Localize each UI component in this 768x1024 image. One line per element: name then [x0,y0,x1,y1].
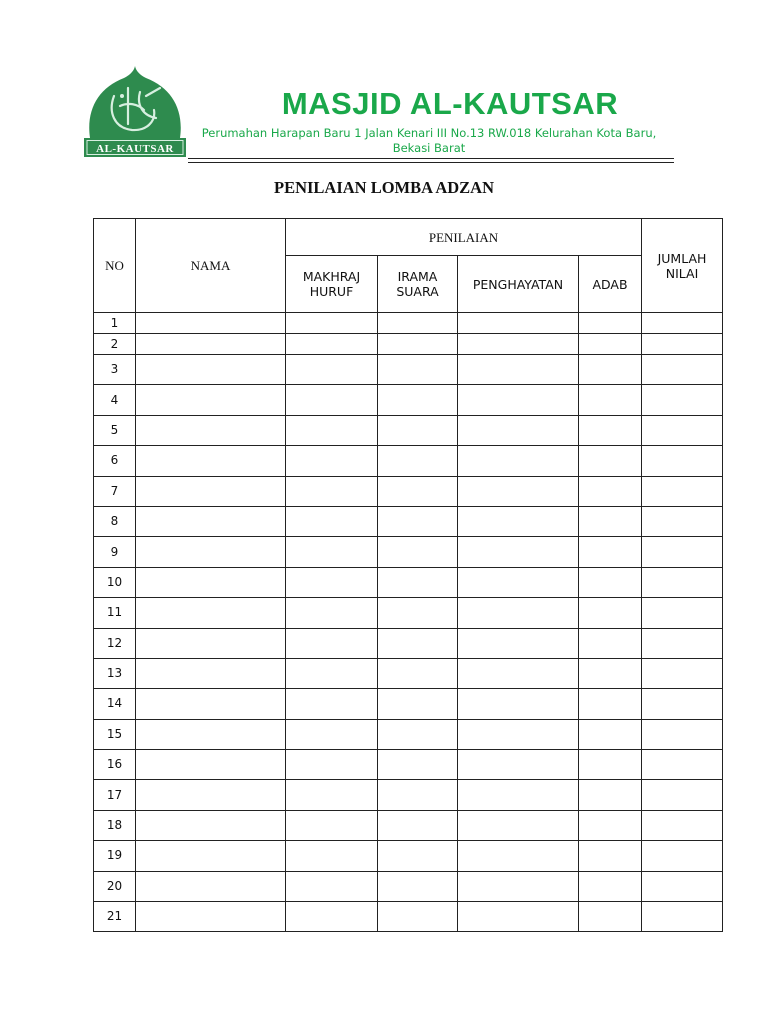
makhraj-cell[interactable] [286,871,378,901]
header-jumlah-line1: JUMLAH [657,250,707,266]
row-number: 8 [94,506,136,536]
table-row [94,415,723,445]
penghayatan-cell[interactable] [458,313,579,334]
adab-cell[interactable] [579,628,642,658]
name-cell[interactable] [136,719,286,749]
makhraj-cell[interactable] [286,506,378,536]
jumlah-cell[interactable] [642,506,723,536]
name-cell[interactable] [136,689,286,719]
irama-cell[interactable] [378,810,458,840]
penghayatan-cell[interactable] [458,719,579,749]
irama-cell[interactable] [378,385,458,415]
table-row [94,446,723,476]
jumlah-cell[interactable] [642,902,723,932]
adab-cell[interactable] [579,506,642,536]
header-nama: NAMA [136,219,286,313]
adab-cell[interactable] [579,719,642,749]
row-number: 10 [94,567,136,597]
header-makhraj-line1: MAKHRAJ [302,269,361,284]
table-row [94,598,723,628]
makhraj-cell[interactable] [286,598,378,628]
irama-cell[interactable] [378,719,458,749]
header-rule-bottom [188,162,674,163]
makhraj-cell[interactable] [286,750,378,780]
row-number: 18 [94,810,136,840]
header-jumlah-line2: NILAI [665,265,699,281]
row-number: 7 [94,476,136,506]
table-row [94,871,723,901]
table-row [94,689,723,719]
table-row [94,902,723,932]
header-no: NO [94,219,136,313]
org-name: MASJID AL-KAUTSAR [281,86,619,121]
name-cell[interactable] [136,313,286,334]
penghayatan-cell[interactable] [458,810,579,840]
row-number: 5 [94,415,136,445]
adab-cell[interactable] [579,750,642,780]
name-cell[interactable] [136,334,286,355]
penghayatan-cell[interactable] [458,780,579,810]
address-line-1: Perumahan Harapan Baru 1 Jalan Kenari III No.13 RW.018 Kelurahan Kota Baru, [201,126,657,140]
name-cell[interactable] [136,780,286,810]
irama-cell[interactable] [378,780,458,810]
table-row [94,567,723,597]
header-jumlah-nilai [642,219,723,313]
row-number: 4 [94,385,136,415]
row-number: 15 [94,719,136,749]
jumlah-cell[interactable] [642,355,723,385]
jumlah-cell[interactable] [642,446,723,476]
irama-cell[interactable] [378,537,458,567]
makhraj-cell[interactable] [286,902,378,932]
makhraj-cell[interactable] [286,810,378,840]
name-cell[interactable] [136,476,286,506]
jumlah-cell[interactable] [642,334,723,355]
table-row [94,355,723,385]
penghayatan-cell[interactable] [458,902,579,932]
irama-cell[interactable] [378,871,458,901]
row-number: 11 [94,598,136,628]
header-penghayatan: PENGHAYATAN [458,256,579,313]
row-number: 17 [94,780,136,810]
makhraj-cell[interactable] [286,658,378,688]
name-cell[interactable] [136,537,286,567]
adab-cell[interactable] [579,871,642,901]
table-row [94,628,723,658]
irama-cell[interactable] [378,628,458,658]
penghayatan-cell[interactable] [458,446,579,476]
name-cell[interactable] [136,385,286,415]
irama-cell[interactable] [378,334,458,355]
header-rule-top [188,158,674,159]
score-table [93,218,723,932]
jumlah-cell[interactable] [642,385,723,415]
penghayatan-cell[interactable] [458,871,579,901]
penghayatan-cell[interactable] [458,506,579,536]
makhraj-cell[interactable] [286,446,378,476]
makhraj-cell[interactable] [286,476,378,506]
row-number: 1 [94,313,136,334]
makhraj-cell[interactable] [286,537,378,567]
row-number: 20 [94,871,136,901]
table-row [94,506,723,536]
makhraj-cell[interactable] [286,567,378,597]
jumlah-cell[interactable] [642,598,723,628]
address-line-2: Bekasi Barat [392,141,466,155]
document-title: PENILAIAN LOMBA ADZAN [273,178,495,197]
makhraj-cell[interactable] [286,313,378,334]
makhraj-cell[interactable] [286,689,378,719]
adab-cell[interactable] [579,334,642,355]
jumlah-cell[interactable] [642,719,723,749]
table-row [94,537,723,567]
adab-cell[interactable] [579,598,642,628]
header-makhraj-huruf [286,256,378,313]
header-irama-suara [378,256,458,313]
table-row [94,334,723,355]
irama-cell[interactable] [378,658,458,688]
makhraj-cell[interactable] [286,628,378,658]
adab-cell[interactable] [579,313,642,334]
jumlah-cell[interactable] [642,476,723,506]
jumlah-cell[interactable] [642,780,723,810]
jumlah-cell[interactable] [642,689,723,719]
makhraj-cell[interactable] [286,334,378,355]
row-number: 19 [94,841,136,871]
makhraj-cell[interactable] [286,780,378,810]
jumlah-cell[interactable] [642,658,723,688]
penghayatan-cell[interactable] [458,476,579,506]
row-number: 12 [94,628,136,658]
row-number: 3 [94,355,136,385]
adab-cell[interactable] [579,902,642,932]
irama-cell[interactable] [378,446,458,476]
table-row [94,658,723,688]
adab-cell[interactable] [579,689,642,719]
header-makhraj-line2: HURUF [309,284,354,299]
table-row [94,719,723,749]
header-adab: ADAB [579,256,642,313]
jumlah-cell[interactable] [642,313,723,334]
jumlah-cell[interactable] [642,750,723,780]
table-row [94,841,723,871]
logo-text: AL-KAUTSAR [96,143,174,155]
penghayatan-cell[interactable] [458,415,579,445]
irama-cell[interactable] [378,902,458,932]
row-number: 14 [94,689,136,719]
row-number: 2 [94,334,136,355]
irama-cell[interactable] [378,313,458,334]
irama-cell[interactable] [378,355,458,385]
name-cell[interactable] [136,810,286,840]
name-cell[interactable] [136,658,286,688]
penghayatan-cell[interactable] [458,628,579,658]
irama-cell[interactable] [378,415,458,445]
row-number: 6 [94,446,136,476]
header-irama-line1: IRAMA [397,269,438,284]
name-cell[interactable] [136,567,286,597]
irama-cell[interactable] [378,689,458,719]
adab-cell[interactable] [579,446,642,476]
penghayatan-cell[interactable] [458,841,579,871]
jumlah-cell[interactable] [642,810,723,840]
penghayatan-cell[interactable] [458,355,579,385]
jumlah-cell[interactable] [642,415,723,445]
penghayatan-cell[interactable] [458,750,579,780]
penghayatan-cell[interactable] [458,537,579,567]
adab-cell[interactable] [579,537,642,567]
penghayatan-cell[interactable] [458,658,579,688]
jumlah-cell[interactable] [642,841,723,871]
name-cell[interactable] [136,902,286,932]
adab-cell[interactable] [579,567,642,597]
name-cell[interactable] [136,446,286,476]
row-number: 13 [94,658,136,688]
name-cell[interactable] [136,750,286,780]
adab-cell[interactable] [579,355,642,385]
irama-cell[interactable] [378,476,458,506]
adab-cell[interactable] [579,415,642,445]
table-row [94,476,723,506]
row-number: 21 [94,902,136,932]
table-row [94,385,723,415]
table-row [94,810,723,840]
penghayatan-cell[interactable] [458,385,579,415]
makhraj-cell[interactable] [286,355,378,385]
name-cell[interactable] [136,415,286,445]
row-number: 9 [94,537,136,567]
jumlah-cell[interactable] [642,567,723,597]
adab-cell[interactable] [579,476,642,506]
adab-cell[interactable] [579,385,642,415]
penghayatan-cell[interactable] [458,598,579,628]
table-row [94,780,723,810]
makhraj-cell[interactable] [286,719,378,749]
penghayatan-cell[interactable] [458,689,579,719]
name-cell[interactable] [136,355,286,385]
name-cell[interactable] [136,871,286,901]
name-cell[interactable] [136,598,286,628]
penghayatan-cell[interactable] [458,334,579,355]
adab-cell[interactable] [579,841,642,871]
table-row [94,750,723,780]
header-penilaian: PENILAIAN [286,219,642,256]
irama-cell[interactable] [378,506,458,536]
header-irama-line2: SUARA [396,284,439,299]
name-cell[interactable] [136,841,286,871]
org-address [184,126,674,156]
adab-cell[interactable] [579,658,642,688]
irama-cell[interactable] [378,750,458,780]
irama-cell[interactable] [378,567,458,597]
makhraj-cell[interactable] [286,385,378,415]
jumlah-cell[interactable] [642,871,723,901]
row-number: 16 [94,750,136,780]
jumlah-cell[interactable] [642,628,723,658]
name-cell[interactable] [136,628,286,658]
table-row [94,313,723,334]
irama-cell[interactable] [378,598,458,628]
name-cell[interactable] [136,506,286,536]
penghayatan-cell[interactable] [458,567,579,597]
makhraj-cell[interactable] [286,415,378,445]
adab-cell[interactable] [579,780,642,810]
adab-cell[interactable] [579,810,642,840]
jumlah-cell[interactable] [642,537,723,567]
makhraj-cell[interactable] [286,841,378,871]
irama-cell[interactable] [378,841,458,871]
